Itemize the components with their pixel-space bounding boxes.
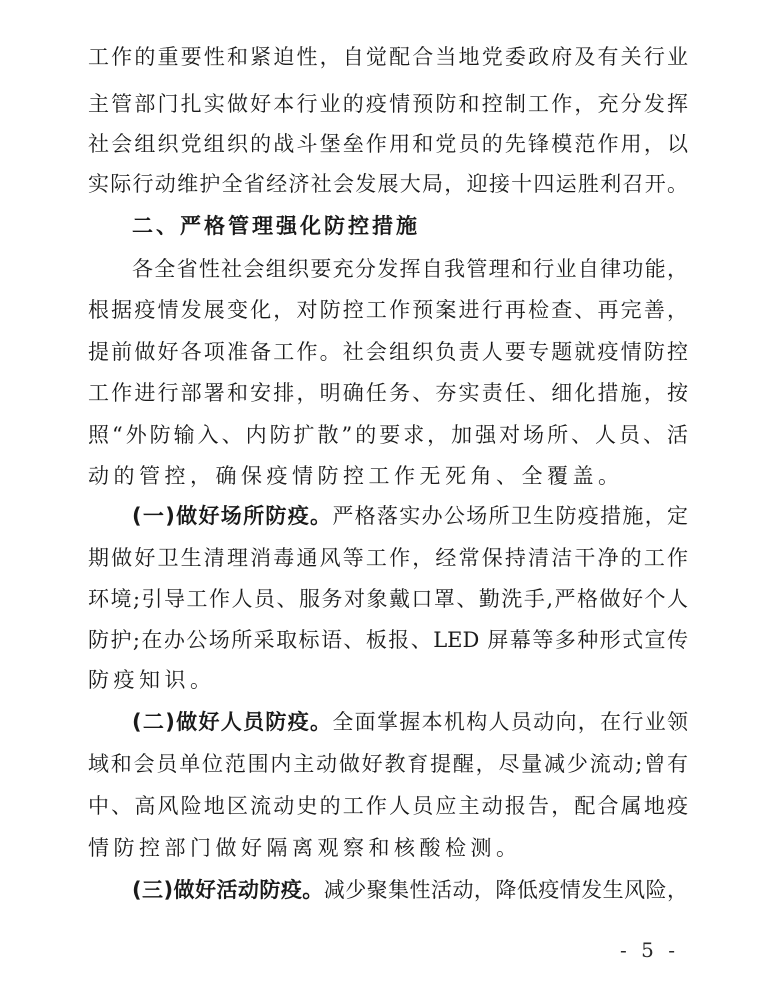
body-line: 照“外防输入、内防扩散”的要求，加强对场所、人员、活 (88, 423, 688, 447)
body-line: 主管部门扎实做好本行业的疫情预防和控制工作，充分发挥 (88, 92, 688, 116)
body-line: 提前做好各项准备工作。社会组织负责人要专题就疫情防控 (88, 340, 688, 364)
body-line: 根据疫情发展变化，对防控工作预案进行再检查、再完善， (88, 298, 688, 322)
body-line: 环境;引导工作人员、服务对象戴口罩、勤洗手,严格做好个人 (88, 587, 688, 611)
page-number: - 5 - (620, 938, 679, 962)
subsection-line (132, 873, 688, 907)
subsection-text: 减少聚集性活动，降低疫情发生风险， (323, 878, 688, 902)
body-line: 防护;在办公场所采取标语、板报、LED 屏幕等多种形式宣传 (88, 628, 688, 652)
subsection-line (132, 499, 688, 533)
body-line: 域和会员单位范围内主动做好教育提醒，尽量减少流动;曾有 (88, 752, 688, 776)
paragraph-first-line: 各全省性社会组织要充分发挥自我管理和行业自律功能， (132, 257, 688, 281)
body-line: 实际行动维护全省经济社会发展大局，迎接十四运胜利召开。 (88, 172, 688, 196)
body-line: 防疫知识。 (88, 668, 216, 692)
body-line: 工作进行部署和安排，明确任务、夯实责任、细化措施，按 (88, 381, 688, 405)
subsection-text: 全面掌握本机构人员动向，在行业领 (332, 710, 689, 734)
body-line: 动的管控，确保疫情防控工作无死角、全覆盖。 (88, 464, 624, 488)
body-line: 情防控部门做好隔离观察和核酸检测。 (88, 836, 522, 860)
subsection-title: (三)做好活动防疫。 (132, 878, 324, 902)
body-line: 中、高风险地区流动史的工作人员应主动报告，配合属地疫 (88, 794, 688, 818)
subsection-title: (一)做好场所防疫。 (132, 504, 333, 528)
subsection-text: 严格落实办公场所卫生防疫措施，定 (332, 504, 689, 528)
body-line: 工作的重要性和紧迫性，自觉配合当地党委政府及有关行业 (88, 45, 688, 69)
body-line: 期做好卫生清理消毒通风等工作，经常保持清洁干净的工作 (88, 546, 688, 570)
body-line: 社会组织党组织的战斗堡垒作用和党员的先锋模范作用，以 (88, 132, 688, 156)
subsection-line (132, 705, 688, 739)
subsection-title: (二)做好人员防疫。 (132, 710, 333, 734)
section-heading: 二、严格管理强化防控措施 (132, 214, 420, 238)
